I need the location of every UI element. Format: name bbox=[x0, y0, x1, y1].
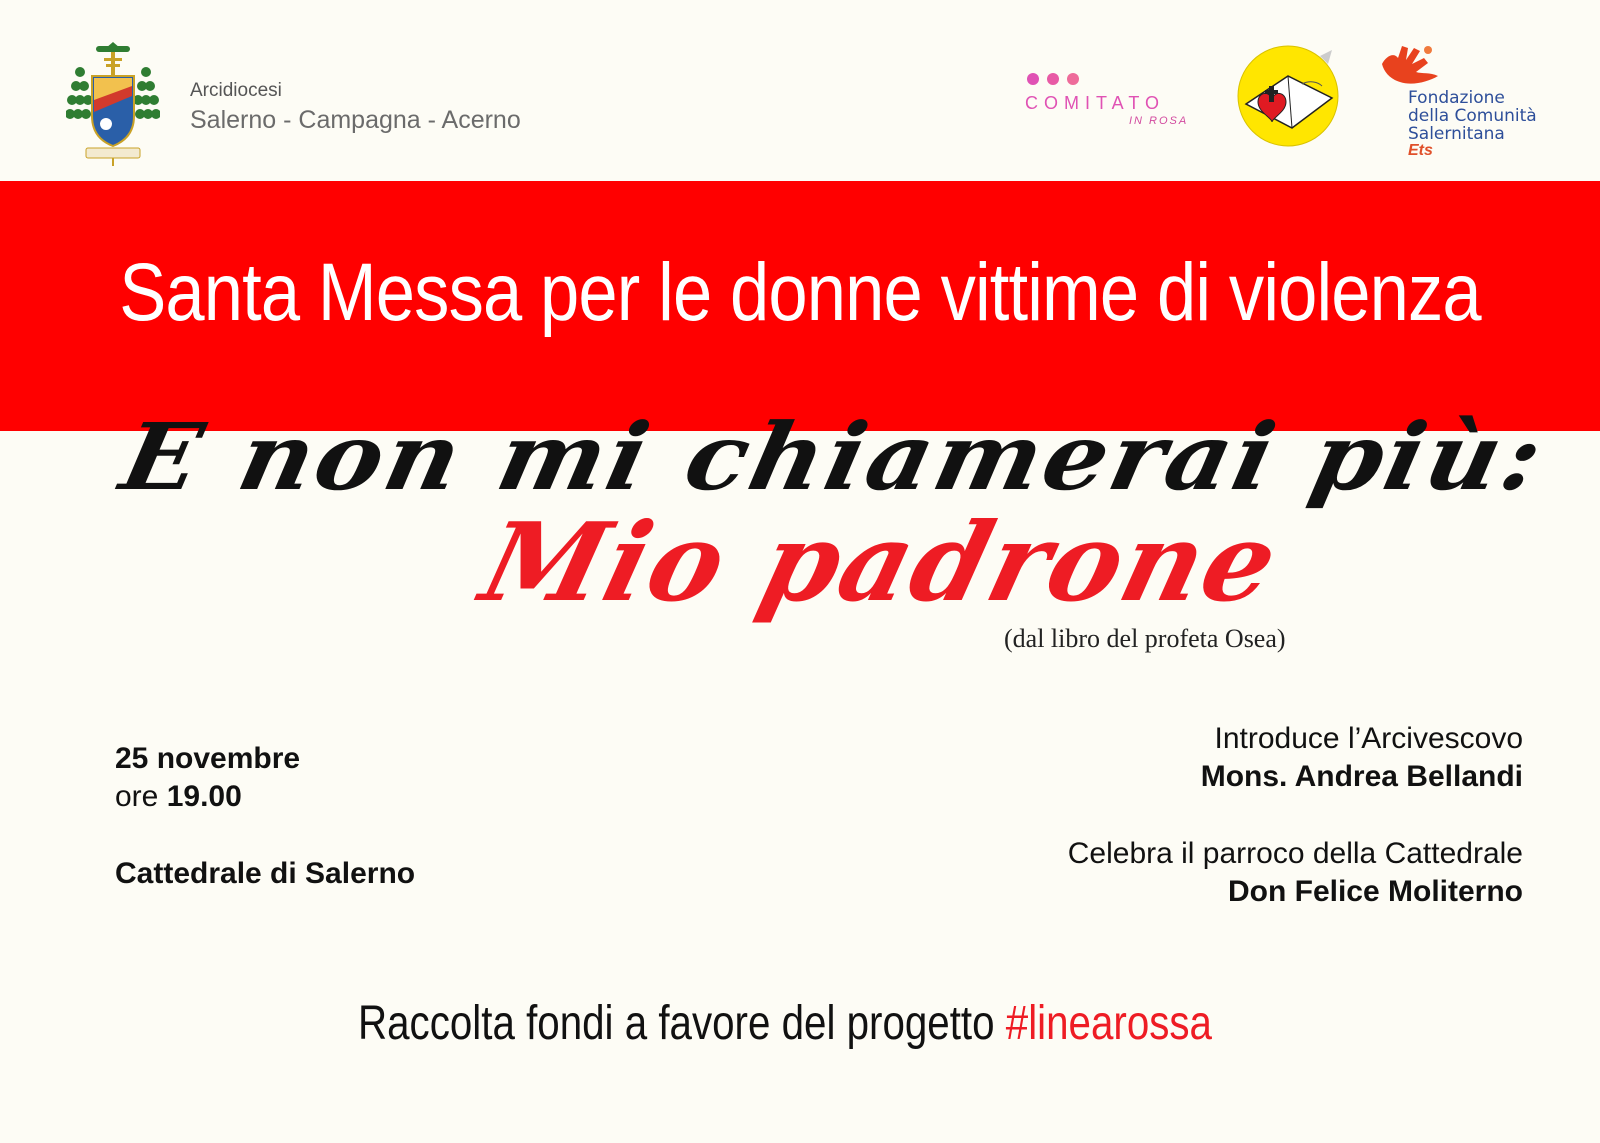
fundraising-text: Raccolta fondi a favore del progetto bbox=[358, 997, 995, 1050]
fondazione-line-1: Fondazione bbox=[1408, 88, 1505, 108]
quote-line-1: E non mi chiamerai più: bbox=[112, 402, 1555, 512]
fondazione-logo bbox=[1372, 42, 1572, 172]
fundraising-line bbox=[126, 996, 1445, 1051]
fondazione-line-3: Salernitana bbox=[1408, 124, 1505, 144]
quote-line-2: Mio padrone bbox=[470, 500, 1292, 626]
comitato-logo bbox=[1025, 72, 1205, 132]
time-value: 19.00 bbox=[166, 780, 242, 813]
event-time bbox=[115, 780, 242, 814]
celebrant-name: Don Felice Moliterno bbox=[1227, 875, 1523, 908]
diocese-label: Arcidiocesi bbox=[190, 80, 282, 101]
quote-source: (dal libro del profeta Osea) bbox=[1004, 624, 1286, 653]
comitato-sub: IN ROSA bbox=[1129, 115, 1189, 127]
event-title: Santa Messa per le donne vittime di violenza bbox=[119, 247, 1481, 338]
comitato-word: COMITATO bbox=[1025, 93, 1165, 113]
fondazione-line-2: della Comunità bbox=[1408, 106, 1537, 126]
hand-logo bbox=[1376, 42, 1444, 88]
diocese-name: Salerno - Campagna - Acerno bbox=[190, 106, 521, 134]
intro-name: Mons. Andrea Bellandi bbox=[1200, 760, 1523, 793]
event-place: Cattedrale di Salerno bbox=[115, 857, 416, 890]
dots-icon bbox=[1027, 72, 1087, 90]
fondazione-ets: Ets bbox=[1408, 142, 1433, 159]
intro-label: Introduce l’Arcivescovo bbox=[1214, 722, 1523, 755]
time-prefix: ore bbox=[115, 780, 159, 813]
prayer-group-logo bbox=[1232, 42, 1344, 150]
fundraising-hashtag[interactable]: #linearossa bbox=[1005, 997, 1212, 1050]
event-date: 25 novembre bbox=[115, 742, 301, 775]
celebrant-label: Celebra il parroco della Cattedrale bbox=[1067, 837, 1523, 870]
coat-of-arms-logo bbox=[66, 38, 160, 166]
